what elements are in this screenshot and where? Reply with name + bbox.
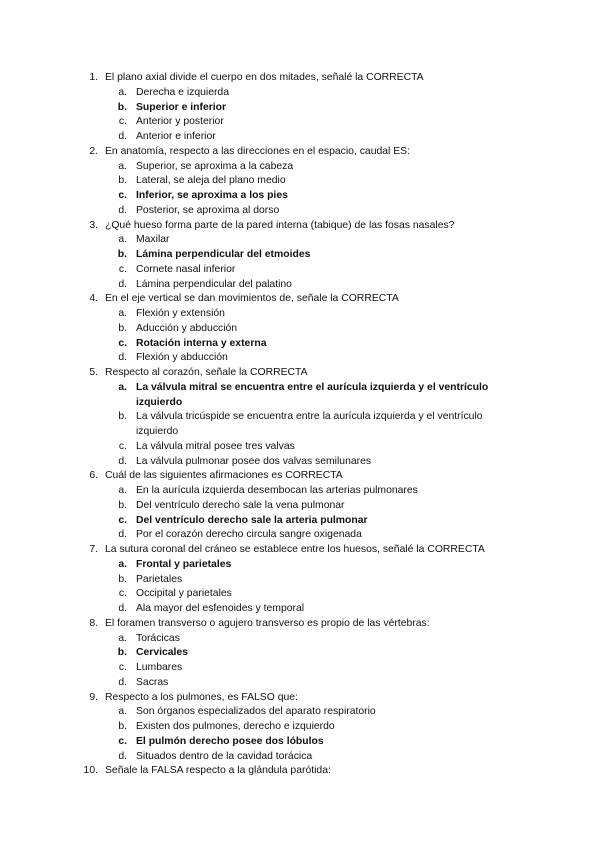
question-text: Respecto al corazón, señale la CORRECTA xyxy=(105,367,308,378)
option-list xyxy=(0,86,600,145)
option-letter: d. xyxy=(118,131,127,142)
question-row xyxy=(0,219,600,234)
correct-option xyxy=(0,248,600,263)
option-item xyxy=(0,440,600,455)
question-row xyxy=(0,691,600,706)
option-text: Cornete nasal inferior xyxy=(136,263,236,275)
option-text: Situados dentro de la cavidad torácica xyxy=(136,750,313,762)
option-item xyxy=(0,587,600,602)
option-item xyxy=(0,263,600,278)
question-text: ¿Qué hueso forma parte de la pared interna (tabique) de las fosas nasales? xyxy=(105,219,455,231)
option-letter: c. xyxy=(118,263,127,275)
correct-option xyxy=(0,189,600,204)
option-item xyxy=(0,750,600,765)
option-item xyxy=(0,632,600,647)
correct-option xyxy=(0,101,600,116)
option-letter: a. xyxy=(118,632,127,644)
option-text: Frontal y parietales xyxy=(136,558,232,570)
question-item xyxy=(0,292,600,366)
question-item xyxy=(0,617,600,691)
option-text: Rotación interna y externa xyxy=(136,337,267,349)
question-row xyxy=(0,469,600,484)
option-text: Son órganos especializados del aparato respiratorio xyxy=(136,706,376,718)
option-letter: a. xyxy=(118,308,127,319)
option-item xyxy=(0,499,600,514)
question-row xyxy=(0,292,600,307)
question-number: 6. xyxy=(89,470,98,482)
option-text: Del ventrículo derecho sale la vena pulmonar xyxy=(136,499,345,511)
option-list xyxy=(0,381,600,470)
option-text: Por el corazón derecho circula sangre oxigenada xyxy=(136,529,362,541)
option-letter: d. xyxy=(118,455,127,467)
question-list xyxy=(0,71,600,779)
question-item xyxy=(0,543,600,617)
option-text: Flexión y abducción xyxy=(136,352,228,364)
option-text: Del ventrículo derecho sale la arteria pulmonar xyxy=(136,514,368,526)
option-list xyxy=(0,558,600,617)
question-row xyxy=(0,145,600,160)
option-list xyxy=(0,632,600,691)
question-text: La sutura coronal del cráneo se establece entre los huesos, señalé la CORRECTA xyxy=(105,544,485,555)
question-number: 4. xyxy=(89,293,98,305)
option-text: Lumbares xyxy=(136,662,183,673)
option-letter: d. xyxy=(118,603,127,614)
option-text: En la aurícula izquierda desembocan las arterias pulmonares xyxy=(136,485,418,496)
option-item xyxy=(0,160,600,175)
option-text: Existen dos pulmones, derecho e izquierdo xyxy=(136,721,335,732)
option-letter: b. xyxy=(118,411,127,423)
option-text: Maxilar xyxy=(136,234,170,246)
question-number: 1. xyxy=(89,72,98,83)
option-text: Superior e inferior xyxy=(136,101,227,113)
option-text: Posterior, se aproxima al dorso xyxy=(136,204,280,216)
option-item xyxy=(0,602,600,617)
option-letter: d. xyxy=(118,352,127,364)
correct-option xyxy=(0,735,600,750)
question-item xyxy=(0,469,600,543)
question-item xyxy=(0,366,600,469)
option-item xyxy=(0,233,600,248)
correct-option xyxy=(0,514,600,529)
option-text: La válvula tricúspide se encuentra entre la aurícula izquierda y el ventrículo izquierdo xyxy=(136,411,483,437)
question-number: 7. xyxy=(89,544,98,555)
correct-option xyxy=(0,381,600,411)
question-number: 10. xyxy=(83,765,98,777)
option-item xyxy=(0,573,600,588)
option-text: Inferior, se aproxima a los pies xyxy=(136,190,288,201)
option-letter: c. xyxy=(118,337,127,349)
option-text: La válvula mitral se encuentra entre el aurícula izquierda y el ventrículo izquierdo xyxy=(136,381,489,408)
question-item xyxy=(0,764,600,779)
option-letter: d. xyxy=(118,278,127,290)
option-letter: c. xyxy=(118,116,127,128)
question-item xyxy=(0,71,600,145)
question-number: 2. xyxy=(89,145,98,157)
option-item xyxy=(0,322,600,337)
option-list xyxy=(0,307,600,366)
option-text: Superior, se aproxima a la cabeza xyxy=(136,160,294,172)
option-letter: d. xyxy=(118,676,127,688)
option-letter: c. xyxy=(118,662,127,673)
option-item xyxy=(0,705,600,720)
question-text: Señale la FALSA respecto a la glándula parótida: xyxy=(105,765,331,777)
option-letter: b. xyxy=(118,322,127,334)
option-item xyxy=(0,676,600,691)
option-item xyxy=(0,410,600,440)
option-letter: a. xyxy=(118,86,127,98)
option-item xyxy=(0,86,600,101)
option-text: Cervicales xyxy=(136,647,188,659)
option-list xyxy=(0,705,600,764)
option-text: Anterior y posterior xyxy=(136,116,224,128)
option-text: Lámina perpendicular del etmoides xyxy=(136,249,311,260)
option-letter: b. xyxy=(118,175,127,187)
option-letter: d. xyxy=(118,529,127,541)
question-text: Cuál de las siguientes afirmaciones es CORRECTA xyxy=(105,470,343,482)
option-text: Lateral, se aleja del plano medio xyxy=(136,175,286,187)
question-text: Respecto a los pulmones, es FALSO que: xyxy=(105,691,298,703)
question-row xyxy=(0,71,600,86)
option-letter: b. xyxy=(117,249,127,260)
option-item xyxy=(0,174,600,189)
question-row xyxy=(0,543,600,558)
option-text: Aducción y abducción xyxy=(136,322,238,334)
option-letter: a. xyxy=(118,706,127,718)
option-text: La válvula mitral posee tres valvas xyxy=(136,440,295,452)
option-list xyxy=(0,233,600,292)
option-item xyxy=(0,130,600,145)
option-text: Sacras xyxy=(136,676,169,688)
option-letter: a. xyxy=(118,160,127,172)
option-item xyxy=(0,720,600,735)
question-item xyxy=(0,145,600,219)
option-item xyxy=(0,351,600,366)
option-text: Flexión y extensión xyxy=(136,308,225,319)
option-text: Derecha e izquierda xyxy=(136,86,229,98)
option-letter: b. xyxy=(118,721,127,732)
option-letter: a. xyxy=(118,234,127,246)
question-number: 3. xyxy=(89,219,98,231)
option-text: Parietales xyxy=(136,573,183,585)
correct-option xyxy=(0,558,600,573)
option-letter: b. xyxy=(118,499,127,511)
option-letter: b. xyxy=(117,101,127,113)
option-letter: d. xyxy=(118,204,127,216)
question-text: En el eje vertical se dan movimientos de, señale la CORRECTA xyxy=(105,293,399,305)
option-text: Occipital y parietales xyxy=(136,588,232,600)
question-item xyxy=(0,691,600,765)
option-item xyxy=(0,307,600,322)
option-letter: a. xyxy=(118,558,127,570)
option-item xyxy=(0,484,600,499)
option-letter: b. xyxy=(117,647,127,659)
option-letter: b. xyxy=(118,573,127,585)
question-number: 9. xyxy=(89,691,98,703)
option-text: El pulmón derecho posee dos lóbulos xyxy=(136,735,324,747)
option-letter: c. xyxy=(118,514,127,526)
correct-option xyxy=(0,646,600,661)
option-letter: c. xyxy=(118,190,127,201)
question-row xyxy=(0,366,600,381)
option-text: Torácicas xyxy=(136,632,180,644)
option-letter: a. xyxy=(118,381,127,393)
question-text: El plano axial divide el cuerpo en dos mitades, señalé la CORRECTA xyxy=(105,72,424,83)
option-item xyxy=(0,528,600,543)
question-text: En anatomía, respecto a las direcciones en el espacio, caudal ES: xyxy=(105,145,410,157)
option-list xyxy=(0,484,600,543)
question-text: El foramen transverso o agujero transverso es propio de las vértebras: xyxy=(105,617,430,629)
option-item xyxy=(0,278,600,293)
option-text: Lámina perpendicular del palatino xyxy=(136,278,292,290)
option-text: La válvula pulmonar posee dos valvas semilunares xyxy=(136,455,372,467)
option-text: Ala mayor del esfenoides y temporal xyxy=(136,603,305,614)
option-letter: d. xyxy=(118,750,127,762)
question-row xyxy=(0,617,600,632)
option-item xyxy=(0,455,600,470)
question-number: 8. xyxy=(89,617,98,629)
option-letter: c. xyxy=(118,735,127,747)
option-text: Anterior e inferior xyxy=(136,131,216,142)
option-letter: a. xyxy=(118,485,127,496)
option-item xyxy=(0,661,600,676)
option-letter: c. xyxy=(118,588,127,600)
question-number: 5. xyxy=(89,367,98,378)
option-list xyxy=(0,160,600,219)
option-item xyxy=(0,115,600,130)
option-letter: c. xyxy=(118,440,127,452)
question-item xyxy=(0,219,600,293)
option-item xyxy=(0,204,600,219)
question-row xyxy=(0,764,600,779)
correct-option xyxy=(0,337,600,352)
